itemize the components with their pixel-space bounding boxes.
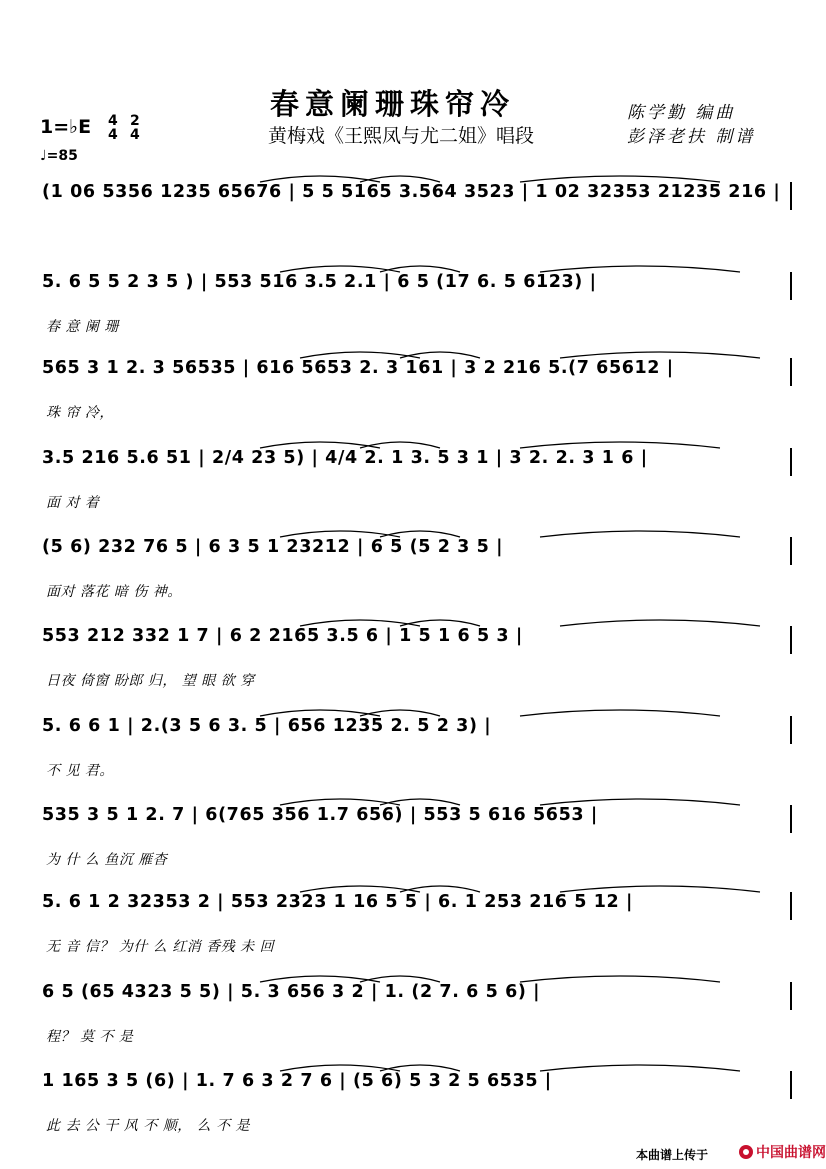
end-barline	[790, 805, 792, 833]
key-signature: 1=♭E	[40, 116, 92, 138]
slur-marks	[0, 791, 826, 831]
end-barline	[790, 537, 792, 565]
end-barline	[790, 182, 792, 210]
tempo-marking: ♩=85	[40, 148, 78, 164]
lyric-line: 春 意 阑 珊	[46, 319, 119, 335]
score-row	[0, 892, 826, 972]
end-barline	[790, 1071, 792, 1099]
note-line: 5. 6 6 1 | 2.(3 5 6 3. 5 | 656 1235 2. 5 2 3) |	[42, 716, 492, 736]
slur-marks	[0, 878, 826, 918]
end-barline	[790, 448, 792, 476]
note-line: 3.5 216 5.6 51 | 2/4 23 5) | 4/4 2. 1 3. 5 3 1 | 3 2. 2. 3 1 6 |	[42, 448, 648, 468]
lyric-line: 珠 帘 冷，	[46, 405, 114, 421]
score-row	[0, 626, 826, 706]
score-row	[0, 448, 826, 528]
score-row	[0, 982, 826, 1062]
end-barline	[790, 892, 792, 920]
slur-marks	[0, 168, 826, 208]
score-row	[0, 716, 826, 796]
composer-credit: 陈学勤 编曲	[627, 103, 736, 123]
score-row	[0, 537, 826, 617]
score-row	[0, 358, 826, 438]
note-line: 1 165 3 5 (6) | 1. 7 6 3 2 7 6 | (5 6) 5 3 2 5 6535 |	[42, 1071, 552, 1091]
note-line: 553 212 332 1 7 | 6 2 2165 3.5 6 | 1 5 1 6 5 3 |	[42, 626, 523, 646]
slur-marks	[0, 612, 826, 652]
note-line: (1 06 5356 1235 65676 | 5 5 5165 3.564 3523 | 1 02 32353 21235 216 |	[42, 182, 781, 202]
note-line: 5. 6 5 5 2 3 5 ) | 553 516 3.5 2.1 | 6 5 (17 6. 5 6123) |	[42, 272, 597, 292]
lyric-line: 无 音 信？ 为什 么 红消 香残 未 回	[46, 939, 275, 955]
lyric-line: 面 对 着	[46, 495, 100, 511]
slur-marks	[0, 968, 826, 1008]
score-row	[0, 805, 826, 885]
score-subtitle: 黄梅戏《王熙凤与尤二姐》唱段	[268, 125, 535, 147]
slur-marks	[0, 258, 826, 298]
site-name: 中国曲谱网	[756, 1145, 826, 1161]
upload-notice: 本曲谱上传于	[636, 1148, 709, 1162]
transcriber-credit: 彭泽老扶 制谱	[627, 127, 756, 147]
note-line: 565 3 1 2. 3 56535 | 616 5653 2. 3 161 | 3 2 216 5.(7 65612 |	[42, 358, 674, 378]
lyric-line: 日夜 倚窗 盼郎 归， 望 眼 欲 穿	[46, 673, 255, 689]
lyric-line: 面对 落花 暗 伤 神。	[46, 584, 182, 600]
end-barline	[790, 982, 792, 1010]
slur-marks	[0, 702, 826, 742]
lyric-line: 不 见 君。	[46, 763, 114, 779]
score-row	[0, 182, 826, 262]
note-line: 5. 6 1 2 32353 2 | 553 2323 1 16 5 5 | 6. 1 253 216 5 12 |	[42, 892, 633, 912]
lyric-line: 此 去 公 干 风 不 顺， 么 不 是	[46, 1118, 251, 1134]
slur-marks	[0, 434, 826, 474]
note-line: 6 5 (65 4323 5 5) | 5. 3 656 3 2 | 1. (2 7. 6 5 6) |	[42, 982, 541, 1002]
end-barline	[790, 272, 792, 300]
time-signature-4-4: 4 4	[108, 113, 118, 143]
end-barline	[790, 626, 792, 654]
note-line: (5 6) 232 76 5 | 6 3 5 1 23212 | 6 5 (5 2 3 5 |	[42, 537, 504, 557]
slur-marks	[0, 344, 826, 384]
site-logo	[738, 1142, 826, 1162]
score-title: 春意阑珊珠帘冷	[270, 87, 516, 121]
end-barline	[790, 716, 792, 744]
slur-marks	[0, 1057, 826, 1097]
end-barline	[790, 358, 792, 386]
note-line: 535 3 5 1 2. 7 | 6(765 356 1.7 656) | 553 5 616 5653 |	[42, 805, 598, 825]
lyric-line: 为 什 么 鱼沉 雁杳	[46, 852, 168, 868]
slur-marks	[0, 523, 826, 563]
time-signature-2-4: 2 4	[130, 113, 140, 143]
score-row	[0, 1071, 826, 1151]
score-row	[0, 272, 826, 352]
lyric-line: 程？ 莫 不 是	[46, 1029, 134, 1045]
